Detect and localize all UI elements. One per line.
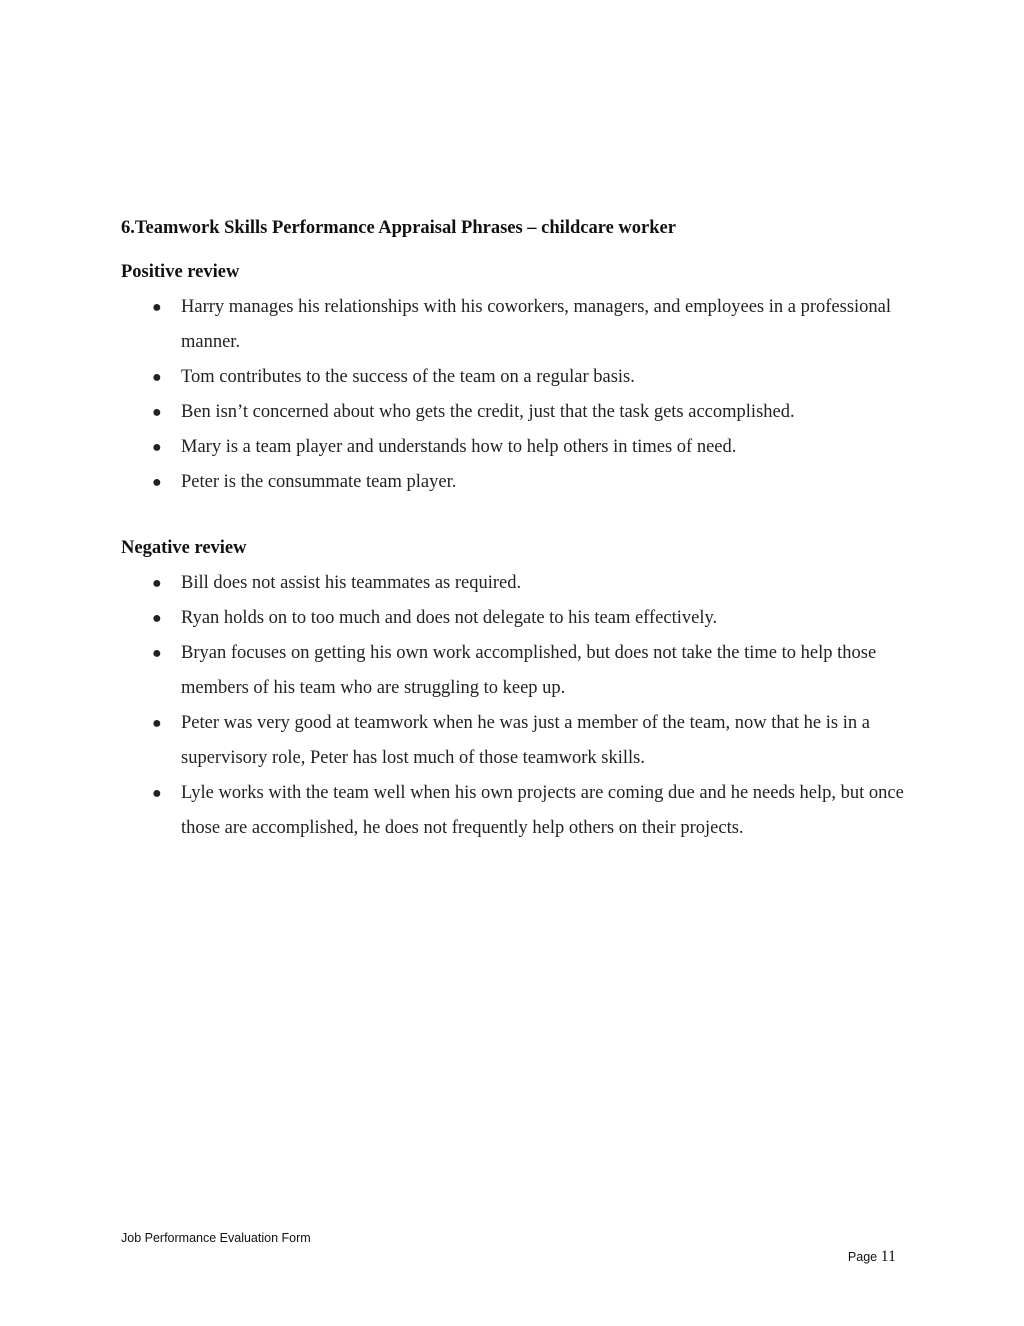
section-spacer: [121, 500, 911, 534]
list-item-text: Bryan focuses on getting his own work accomplished, but does not take the time to help those members of his team who are struggling to keep up.: [181, 643, 877, 698]
page-number: 11: [880, 1248, 896, 1265]
footer-page-indicator: [848, 1248, 896, 1266]
positive-review-list: [121, 290, 911, 500]
negative-review-heading: Negative review: [121, 538, 247, 558]
list-item-text: Tom contributes to the success of the team on a regular basis.: [181, 367, 635, 387]
negative-review-list: [121, 566, 911, 846]
list-item-text: Ryan holds on to too much and does not delegate to his team effectively.: [181, 608, 718, 628]
list-item-text: Peter was very good at teamwork when he was just a member of the team, now that he is in a supervisory role, Peter has lost much of those teamwork skills.: [181, 713, 870, 768]
positive-review-heading: Positive review: [121, 262, 240, 282]
bullet-dot-icon: ●: [152, 645, 162, 662]
list-item: [121, 636, 911, 706]
list-item-text: Mary is a team player and understands how to help others in times of need.: [181, 437, 737, 457]
list-item-text: Lyle works with the team well when his own projects are coming due and he needs help, but once those are accomplished, he does not frequently help others on their projects.: [181, 783, 904, 838]
bullet-dot-icon: ●: [152, 610, 162, 627]
bullet-dot-icon: ●: [152, 474, 162, 491]
footer-doc-title: Job Performance Evaluation Form: [121, 1231, 311, 1245]
list-item: [121, 706, 911, 776]
page-label: Page: [847, 1250, 878, 1264]
bullet-dot-icon: ●: [152, 439, 162, 456]
section-title: 6.Teamwork Skills Performance Appraisal Phrases – childcare worker: [121, 218, 676, 238]
list-item: [121, 395, 911, 430]
list-item: [121, 360, 911, 395]
bullet-dot-icon: ●: [152, 575, 162, 592]
bullet-dot-icon: ●: [152, 369, 162, 386]
bullet-dot-icon: ●: [152, 404, 162, 421]
list-item: [121, 430, 911, 465]
page-content: [121, 214, 911, 846]
bullet-dot-icon: ●: [152, 299, 162, 316]
bullet-dot-icon: ●: [152, 715, 162, 732]
list-item-text: Peter is the consummate team player.: [181, 472, 457, 492]
list-item: [121, 566, 911, 601]
list-item-text: Harry manages his relationships with his coworkers, managers, and employees in a professional manner.: [181, 297, 892, 352]
list-item: [121, 601, 911, 636]
list-item: [121, 290, 911, 360]
bullet-dot-icon: ●: [152, 785, 162, 802]
list-item: [121, 776, 911, 846]
list-item-text: Ben isn’t concerned about who gets the credit, just that the task gets accomplished.: [181, 402, 795, 422]
list-item-text: Bill does not assist his teammates as required.: [181, 573, 522, 593]
list-item: [121, 465, 911, 500]
